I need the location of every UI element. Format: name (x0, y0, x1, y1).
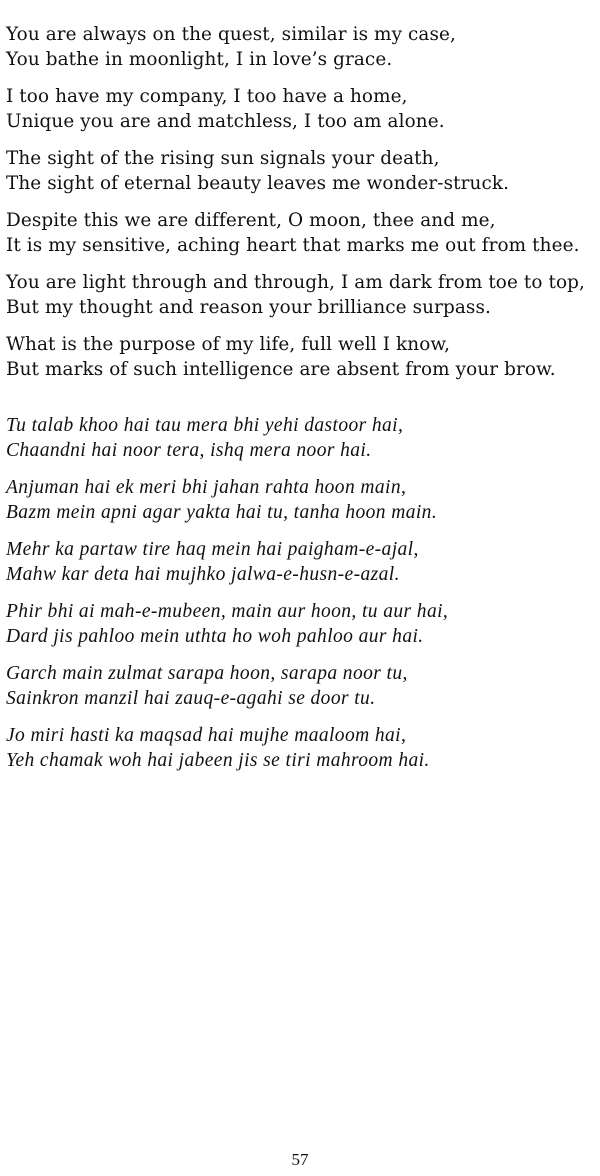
verse-line: Yeh chamak woh hai jabeen jis se tiri mahroom hai. (6, 750, 430, 771)
stanza (6, 84, 598, 134)
verse-line: Bazm mein apni agar yakta hai tu, tanha hoon main. (6, 502, 438, 523)
verse-line: I too have my company, I too have a home, (6, 86, 408, 107)
verse-line: It is my sensitive, aching heart that marks me out from thee. (6, 235, 580, 256)
verse-line: Garch main zulmat sarapa hoon, sarapa noor tu, (6, 663, 408, 684)
verse-line: What is the purpose of my life, full well I know, (6, 334, 451, 355)
stanza (6, 475, 598, 525)
stanza (6, 661, 598, 711)
verse-line: You bathe in moonlight, I in love’s grace. (6, 49, 393, 70)
stanza (6, 537, 598, 587)
stanza (6, 413, 598, 463)
stanza (6, 723, 598, 773)
verse-line: Jo miri hasti ka maqsad hai mujhe maaloom hai, (6, 725, 407, 746)
page-number: 57 (291, 1150, 309, 1169)
verse-line: Mahw kar deta hai mujhko jalwa-e-husn-e-azal. (6, 564, 400, 585)
stanza (6, 270, 598, 320)
stanza (6, 332, 598, 382)
verse-line: Despite this we are different, O moon, thee and me, (6, 210, 496, 231)
verse-line: But marks of such intelligence are absent from your brow. (6, 359, 556, 380)
verse-line: Mehr ka partaw tire haq mein hai paigham-e-ajal, (6, 539, 419, 560)
verse-line: Sainkron manzil hai zauq-e-agahi se door tu. (6, 688, 376, 709)
stanza (6, 146, 598, 196)
stanza (6, 208, 598, 258)
verse-line: Chaandni hai noor tera, ishq mera noor hai. (6, 440, 372, 461)
verse-line: Tu talab khoo hai tau mera bhi yehi dastoor hai, (6, 415, 404, 436)
verse-line: You are light through and through, I am dark from toe to top, (6, 272, 586, 293)
verse-line: Anjuman hai ek meri bhi jahan rahta hoon main, (6, 477, 407, 498)
stanza (6, 22, 598, 72)
verse-line: But my thought and reason your brilliance surpass. (6, 297, 491, 318)
english-translation (6, 22, 598, 394)
stanza (6, 599, 598, 649)
verse-line: The sight of the rising sun signals your death, (6, 148, 440, 169)
verse-line: The sight of eternal beauty leaves me wonder-struck. (6, 173, 510, 194)
verse-line: Unique you are and matchless, I too am alone. (6, 111, 445, 132)
verse-line: Dard jis pahloo mein uthta ho woh pahloo aur hai. (6, 626, 424, 647)
verse-line: Phir bhi ai mah-e-mubeen, main aur hoon, tu aur hai, (6, 601, 449, 622)
verse-line: You are always on the quest, similar is my case, (6, 24, 456, 45)
urdu-transliteration (6, 413, 598, 785)
